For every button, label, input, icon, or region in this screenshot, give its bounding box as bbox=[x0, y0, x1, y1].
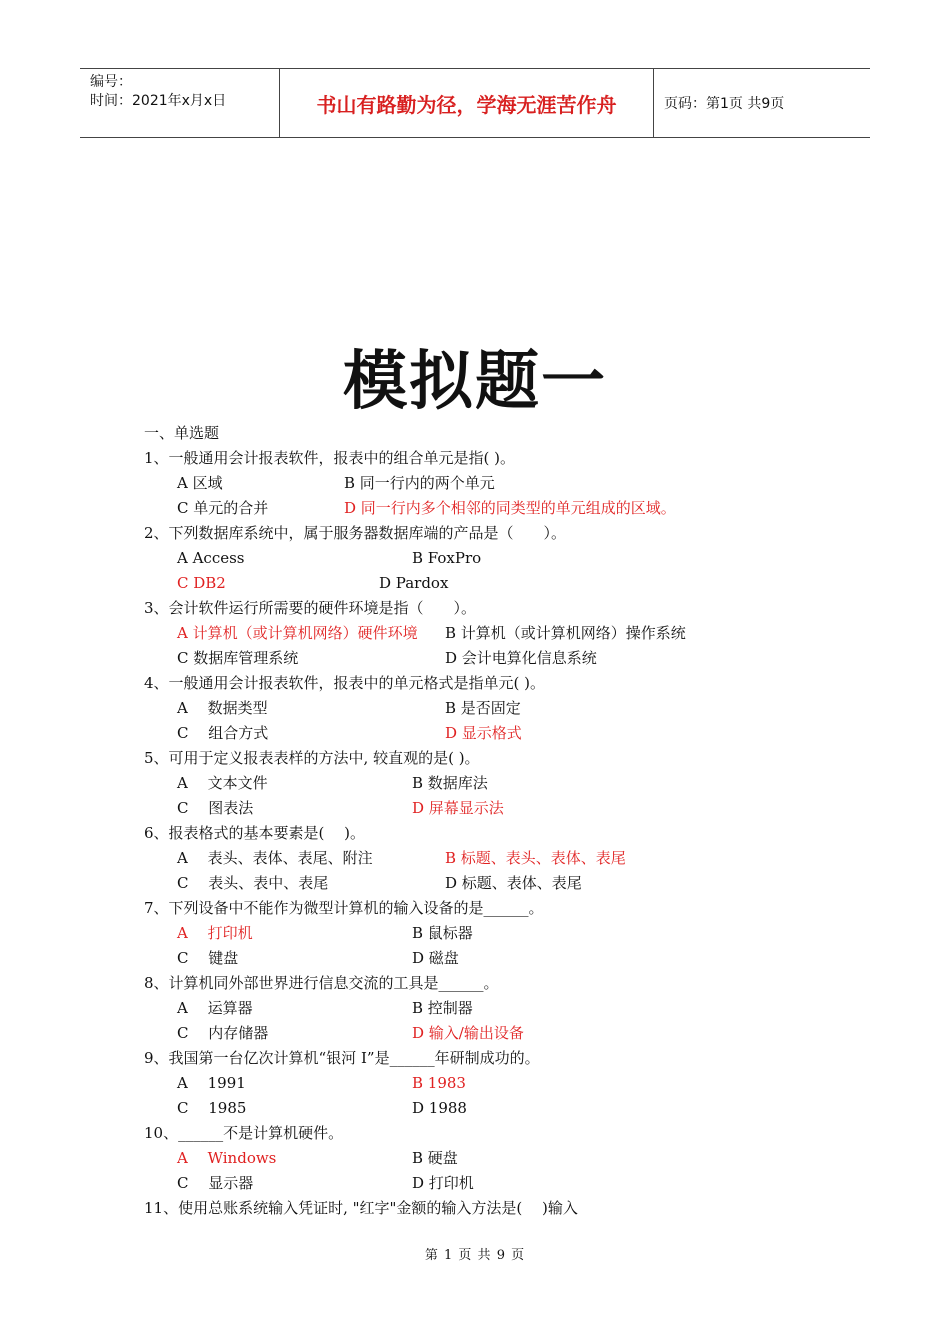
answer-option: A 数据类型 bbox=[177, 699, 268, 717]
option-row bbox=[144, 471, 864, 496]
option-row bbox=[144, 1096, 864, 1121]
answer-option: B 数据库法 bbox=[412, 774, 488, 792]
answer-option: C 1985 bbox=[177, 1099, 247, 1117]
question-text: 11、使用总账系统输入凭证时, "红字"金额的输入方法是( )输入 bbox=[144, 1199, 578, 1217]
answer-option: D 显示格式 bbox=[445, 724, 522, 742]
answer-option: A Access bbox=[177, 549, 245, 567]
answer-option: A 表头、表体、表尾、附注 bbox=[177, 849, 373, 867]
option-row bbox=[144, 1171, 864, 1196]
answer-option: C 单元的合并 bbox=[177, 499, 269, 517]
answer-option: B 是否固定 bbox=[445, 699, 521, 717]
answer-option: D 打印机 bbox=[412, 1174, 474, 1192]
answer-option: A Windows bbox=[177, 1149, 277, 1167]
answer-option: B 计算机（或计算机网络）操作系统 bbox=[445, 624, 686, 642]
option-row bbox=[144, 621, 864, 646]
question-text: 2、下列数据库系统中，属于服务器数据库端的产品是（ ）。 bbox=[144, 524, 567, 542]
answer-option: C 内存储器 bbox=[177, 1024, 269, 1042]
doc-number-label: 编号： bbox=[90, 74, 132, 90]
answer-option: C 图表法 bbox=[177, 799, 254, 817]
header-motto: 书山有路勤为径，学海无涯苦作舟 bbox=[280, 69, 654, 137]
answer-option: C 组合方式 bbox=[177, 724, 269, 742]
answer-option: A 文本文件 bbox=[177, 774, 268, 792]
option-row bbox=[144, 496, 864, 521]
question-text: 10、______不是计算机硬件。 bbox=[144, 1124, 344, 1142]
option-row bbox=[144, 921, 864, 946]
answer-option: C 显示器 bbox=[177, 1174, 254, 1192]
question-text: 6、报表格式的基本要素是( )。 bbox=[144, 824, 366, 842]
option-row bbox=[144, 1071, 864, 1096]
option-row bbox=[144, 546, 864, 571]
option-row bbox=[144, 571, 864, 596]
question-text: 9、我国第一台亿次计算机“银河 I”是______年研制成功的。 bbox=[144, 1049, 540, 1067]
answer-option: B 鼠标器 bbox=[412, 924, 473, 942]
answer-option: B 标题、表头、表体、表尾 bbox=[445, 849, 626, 867]
answer-option: A 区域 bbox=[177, 474, 223, 492]
answer-option: A 计算机（或计算机网络）硬件环境 bbox=[177, 624, 418, 642]
option-row bbox=[144, 1021, 864, 1046]
option-row bbox=[144, 646, 864, 671]
doc-time-label: 时间：2021年x月x日 bbox=[90, 93, 227, 109]
option-row bbox=[144, 721, 864, 746]
answer-option: D 同一行内多个相邻的同类型的单元组成的区域。 bbox=[344, 499, 676, 517]
answer-option: D 屏幕显示法 bbox=[412, 799, 504, 817]
question-text: 5、可用于定义报表表样的方法中, 较直观的是( )。 bbox=[144, 749, 480, 767]
answer-option: B 1983 bbox=[412, 1074, 466, 1092]
option-row bbox=[144, 696, 864, 721]
answer-option: D 标题、表体、表尾 bbox=[445, 874, 582, 892]
answer-option: C 数据库管理系统 bbox=[177, 649, 299, 667]
question-list bbox=[144, 421, 864, 1221]
header-page-info: 页码：第1页 共9页 bbox=[664, 96, 785, 112]
answer-option: B 同一行内的两个单元 bbox=[344, 474, 495, 492]
header-meta bbox=[80, 69, 280, 137]
answer-option: C 表头、表中、表尾 bbox=[177, 874, 329, 892]
answer-option: B 控制器 bbox=[412, 999, 473, 1017]
question-text: 7、下列设备中不能作为微型计算机的输入设备的是______。 bbox=[144, 899, 544, 917]
option-row bbox=[144, 996, 864, 1021]
option-row bbox=[144, 1146, 864, 1171]
answer-option: D 会计电算化信息系统 bbox=[445, 649, 597, 667]
answer-option: D 输入/输出设备 bbox=[412, 1024, 524, 1042]
answer-option: A 1991 bbox=[177, 1074, 246, 1092]
answer-option: A 打印机 bbox=[177, 924, 253, 942]
section-heading: 一、单选题 bbox=[144, 424, 220, 442]
question-text: 4、一般通用会计报表软件，报表中的单元格式是指单元( )。 bbox=[144, 674, 546, 692]
answer-option: D 磁盘 bbox=[412, 949, 459, 967]
answer-option: B FoxPro bbox=[412, 549, 482, 567]
option-row bbox=[144, 946, 864, 971]
option-row bbox=[144, 796, 864, 821]
question-text: 1、一般通用会计报表软件，报表中的组合单元是指( )。 bbox=[144, 449, 516, 467]
answer-option: C DB2 bbox=[177, 574, 226, 592]
answer-option: C 键盘 bbox=[177, 949, 239, 967]
page-header bbox=[80, 68, 870, 138]
option-row bbox=[144, 871, 864, 896]
option-row bbox=[144, 771, 864, 796]
answer-option: A 运算器 bbox=[177, 999, 253, 1017]
answer-option: B 硬盘 bbox=[412, 1149, 458, 1167]
option-row bbox=[144, 846, 864, 871]
question-text: 3、会计软件运行所需要的硬件环境是指（ ）。 bbox=[144, 599, 477, 617]
answer-option: D Pardox bbox=[379, 574, 449, 592]
question-text: 8、计算机同外部世界进行信息交流的工具是______。 bbox=[144, 974, 499, 992]
page-footer: 第 1 页 共 9 页 bbox=[424, 1248, 526, 1263]
page-title: 模拟题一 bbox=[343, 344, 607, 419]
answer-option: D 1988 bbox=[412, 1099, 467, 1117]
